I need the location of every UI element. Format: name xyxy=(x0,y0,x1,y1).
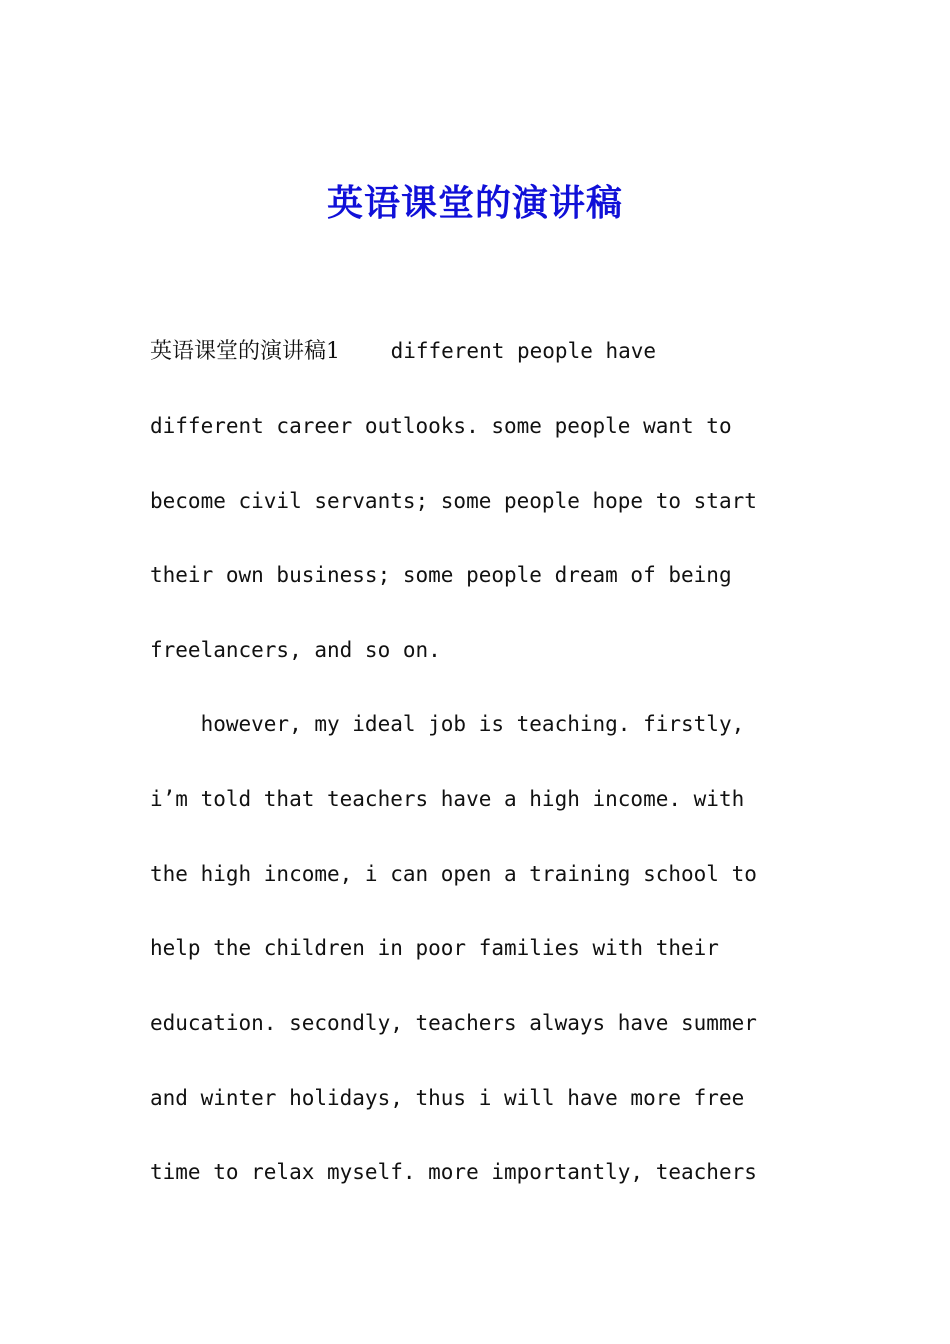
body-line-7: i’m told that teachers have a high income. with xyxy=(150,787,745,811)
body-line-3: become civil servants; some people hope to start xyxy=(150,489,757,513)
body-line-10: education. secondly, teachers always have summer xyxy=(150,1011,757,1035)
body-line-5: freelancers, and so on. xyxy=(150,638,441,662)
body-line-9: help the children in poor families with their xyxy=(150,936,719,960)
body-line-2: different career outlooks. some people want to xyxy=(150,414,732,438)
section-heading: 英语课堂的演讲稿1 xyxy=(150,339,340,364)
document-title: 英语课堂的演讲稿 xyxy=(326,182,623,224)
body-line-11: and winter holidays, thus i will have more free xyxy=(150,1086,745,1110)
body-line-4: their own business; some people dream of being xyxy=(150,563,732,587)
body-line-12: time to relax myself. more importantly, teachers xyxy=(150,1160,757,1184)
body-line-6: however, my ideal job is teaching. firstly, xyxy=(150,712,745,736)
body-line-1 xyxy=(150,336,790,367)
body-line-8: the high income, i can open a training school to xyxy=(150,862,757,886)
body-line-1-text: different people have xyxy=(340,339,657,363)
